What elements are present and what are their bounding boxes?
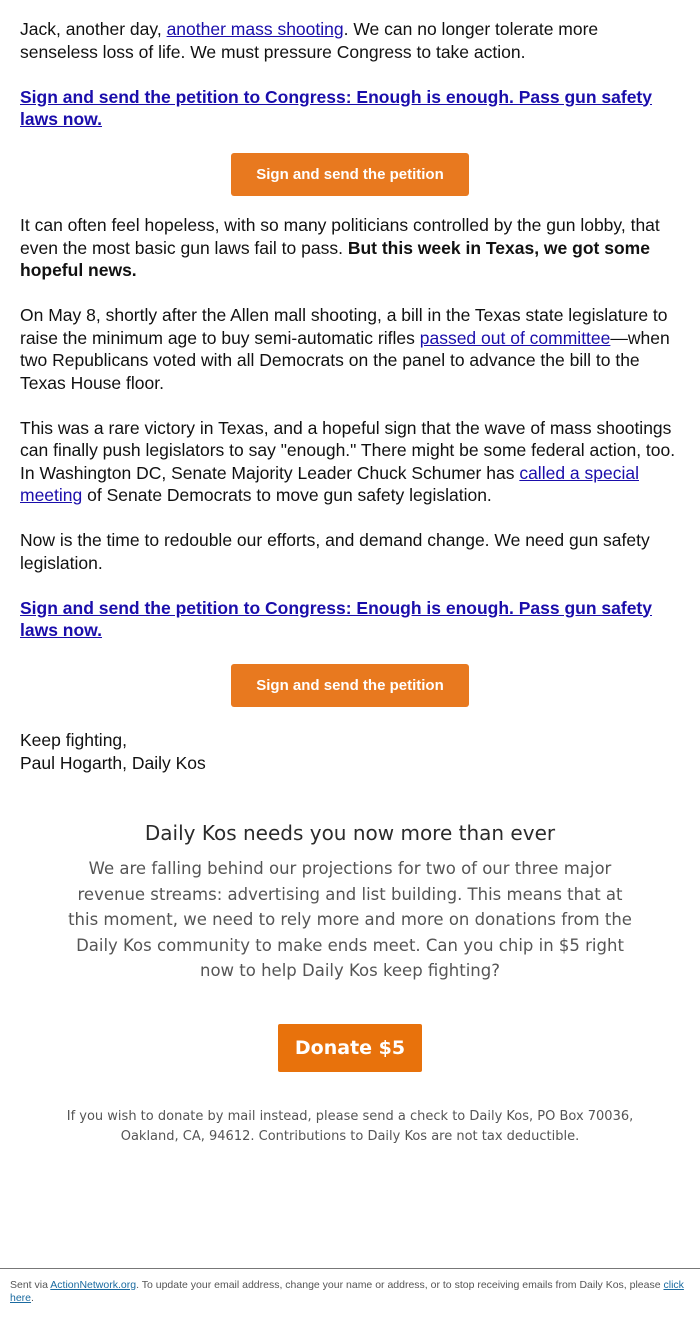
- petition-button-wrap-top: [20, 153, 680, 196]
- texas-bill-text-rest: —when two Republicans voted with all Democrats on the panel to advance the bill to the Texas House floor.: [20, 327, 670, 393]
- hopeless-text: It can often feel hopeless, with so many politicians controlled by the gun lobby, that even the most basic gun laws fail to pass.: [20, 215, 660, 258]
- texas-bill-text: On May 8, shortly after the Allen mall shooting, a bill in the Texas state legislature to raise the minimum age to buy semi-automatic rifles: [20, 305, 668, 348]
- donate-5-button[interactable]: Donate $5: [278, 1024, 422, 1072]
- mass-shooting-link[interactable]: another mass shooting: [166, 19, 344, 39]
- footer-sent-via: Sent via: [10, 1279, 51, 1291]
- appeal-title: Daily Kos needs you now more than ever: [144, 821, 556, 845]
- victory-text: This was a rare victory in Texas, and a hopeful sign that the wave of mass shootings can finally push legislators to say "enough." There might be some federal action, too. In Washington DC, Senate Majority Leader Chuck Schumer has: [20, 417, 676, 483]
- signoff-line-2: Paul Hogarth, Daily Kos: [20, 752, 206, 773]
- petition-cta-link-bottom[interactable]: Sign and send the petition to Congress: Enough is enough. Pass gun safety laws now.: [20, 597, 652, 640]
- signoff-line-1: Keep fighting,: [20, 730, 128, 750]
- email-footer: [0, 1268, 700, 1305]
- mail-donation-note: If you wish to donate by mail instead, please send a check to Daily Kos, PO Box 70036, Oakland, CA, 94612. Contributions to Daily Kos are not tax deductible.: [66, 1108, 634, 1144]
- intro-text: Jack, another day,: [20, 19, 167, 39]
- sign-petition-button-top[interactable]: Sign and send the petition: [231, 153, 469, 196]
- cta-paragraph-bottom: [20, 597, 680, 642]
- passed-committee-link[interactable]: passed out of committee: [419, 327, 611, 348]
- unsubscribe-link[interactable]: click here: [10, 1279, 684, 1304]
- redouble-paragraph: Now is the time to redouble our efforts, and demand change. We need gun safety legislation.: [20, 530, 650, 573]
- cta-paragraph-top: [20, 86, 680, 131]
- footer-end: .: [31, 1292, 34, 1304]
- footer-text: . To update your email address, change your name or address, or to stop receiving emails from Daily Kos, please: [136, 1279, 664, 1291]
- hopeful-news-bold: But this week in Texas, we got some hopeful news.: [20, 237, 650, 280]
- appeal-body: We are falling behind our projections for two of our three major revenue streams: advertising and list building. This means that at this moment, we need to rely more and more on donations from the Daily Kos community to make ends meet. Can you chip in $5 right now to help Daily Kos keep fighting?: [68, 859, 632, 980]
- sign-petition-button-bottom[interactable]: Sign and send the petition: [231, 664, 469, 707]
- intro-text-rest: . We can no longer tolerate more senseless loss of life. We must pressure Congress to take action.: [20, 19, 599, 62]
- intro-paragraph: [20, 18, 680, 63]
- victory-text-rest: of Senate Democrats to move gun safety legislation.: [82, 485, 492, 505]
- hopeless-paragraph: [20, 214, 680, 282]
- signoff: [20, 729, 680, 774]
- special-meeting-link[interactable]: called a special meeting: [20, 462, 639, 505]
- texas-bill-paragraph: [20, 304, 680, 394]
- petition-button-wrap-bottom: [20, 664, 680, 707]
- victory-paragraph: [20, 417, 680, 507]
- donate-button-wrap: [0, 1024, 700, 1072]
- petition-cta-link-top[interactable]: Sign and send the petition to Congress: Enough is enough. Pass gun safety laws now.: [20, 86, 652, 129]
- donation-appeal: [0, 820, 700, 984]
- actionnetwork-link[interactable]: ActionNetwork.org: [50, 1279, 137, 1291]
